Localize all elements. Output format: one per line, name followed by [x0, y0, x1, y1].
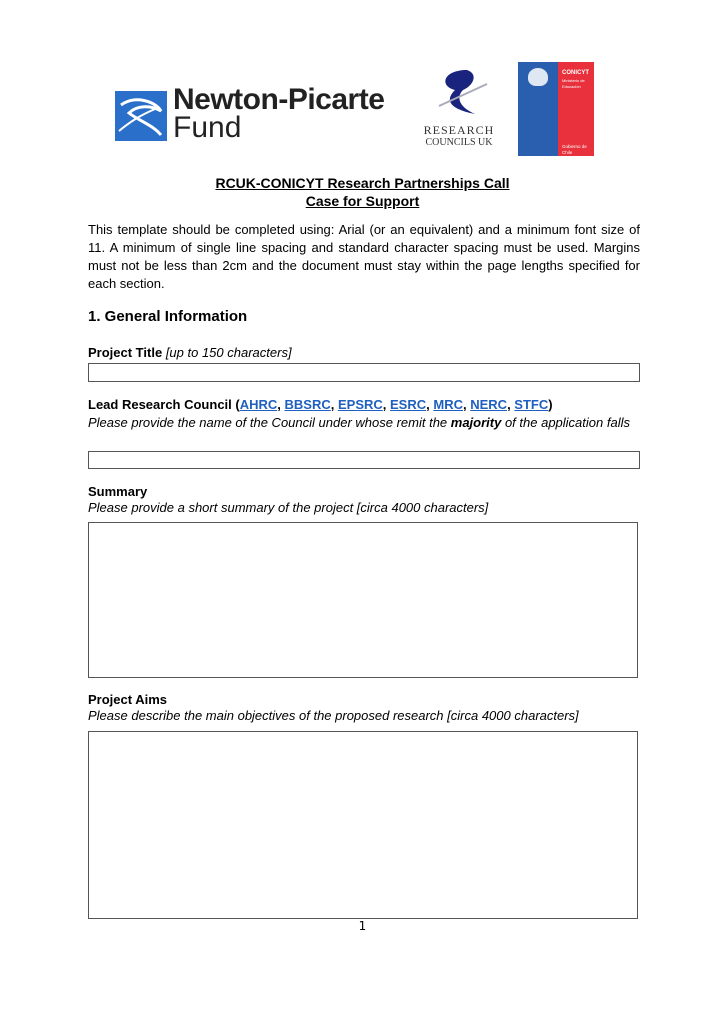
conicyt-logo-gov: Gobierno de Chile: [562, 144, 587, 155]
project-title-label: [88, 344, 292, 362]
newton-picarte-fund-logo: [115, 83, 400, 144]
link-ahrc[interactable]: AHRC: [239, 397, 278, 412]
chile-coat-of-arms-icon: [518, 62, 558, 156]
aims-field[interactable]: [88, 731, 638, 919]
link-epsrc[interactable]: EPSRC: [337, 397, 383, 412]
label-text: Project Title: [88, 345, 163, 360]
summary-label: Summary: [88, 484, 148, 499]
conicyt-logo-ministry: Ministerio de Educación: [562, 78, 585, 89]
conicyt-logo-name: CONICYT: [562, 70, 589, 76]
link-bbsrc[interactable]: BBSRC: [284, 397, 331, 412]
lead-council-field[interactable]: [88, 451, 640, 469]
rcuk-logo-text-2: COUNCILS UK: [425, 137, 493, 148]
lead-council-hint: [88, 414, 638, 432]
summary-field[interactable]: [88, 522, 638, 678]
link-esrc[interactable]: ESRC: [390, 397, 427, 412]
document-title: RCUK-CONICYT Research Partnerships Call: [215, 175, 510, 191]
hint-bold: majority: [450, 415, 502, 430]
aims-hint: Please describe the main objectives of the proposed research [circa 4000 characters]: [88, 708, 579, 723]
rcuk-logo-mark: [429, 66, 489, 118]
label-close: ): [548, 397, 553, 412]
summary-hint: Please provide a short summary of the project [circa 4000 characters]: [88, 500, 489, 515]
link-nerc[interactable]: NERC: [470, 397, 508, 412]
lead-council-label: Lead Research Council (AHRC, BBSRC, EPSRC, ESRC, MRC, NERC, STFC): [88, 397, 553, 412]
hint-text: Please provide the name of the Council under whose remit the: [88, 415, 451, 430]
label-text: Lead Research Council (: [88, 397, 240, 412]
hint-text: [up to 150 characters]: [165, 345, 292, 360]
conicyt-logo: [518, 62, 594, 156]
section-heading: 1. General Information: [88, 308, 248, 325]
document-subtitle: Case for Support: [305, 193, 420, 209]
project-title-field[interactable]: [88, 363, 640, 382]
intro-paragraph: This template should be completed using: Arial (or an equivalent) and a minimum font size of 11. A minimum of single line spacing and standard character spacing must be used. Margins must not be less than 2cm and the document must stay within the page lengths specified for each section.: [88, 222, 640, 291]
newton-logo-text-2: Fund: [173, 111, 242, 144]
newton-logo-mark: [115, 91, 167, 141]
newton-logo-text: Newton-Picarte: [173, 83, 385, 116]
page-number: 1: [358, 919, 367, 933]
rcuk-logo-text: RESEARCH: [423, 123, 495, 137]
link-stfc[interactable]: STFC: [514, 397, 549, 412]
aims-label: Project Aims: [88, 692, 167, 707]
link-mrc[interactable]: MRC: [433, 397, 463, 412]
rcuk-logo: [413, 66, 505, 156]
hint-text-2: of the application falls: [501, 415, 630, 430]
